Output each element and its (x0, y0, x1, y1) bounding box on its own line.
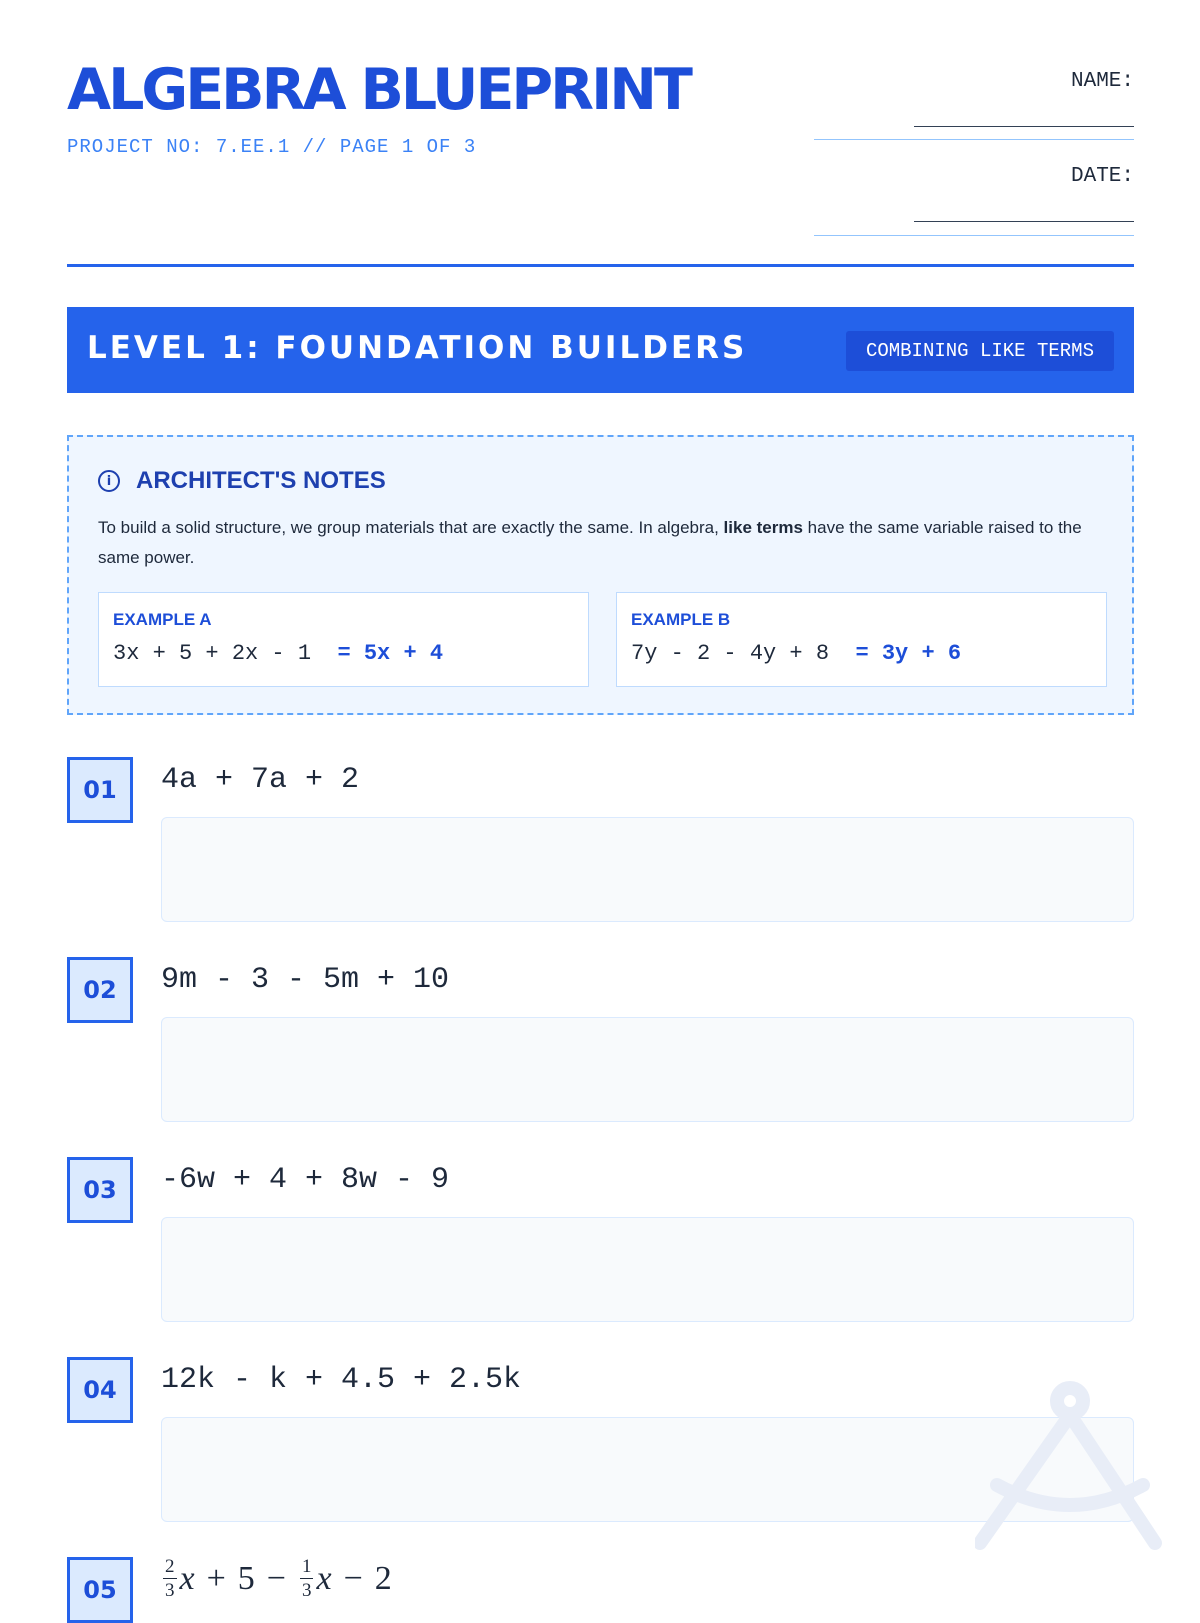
fraction (300, 1557, 314, 1600)
problem-item (67, 1157, 1134, 1347)
name-underline (914, 126, 1134, 127)
variable: x (316, 1559, 332, 1597)
date-label: DATE: (1070, 165, 1134, 188)
problem-number: 02 (67, 957, 133, 1023)
example-answer: = 5x + 4 (337, 641, 444, 666)
example-card-b (616, 592, 1107, 687)
problem-item (67, 957, 1134, 1147)
fraction (163, 1557, 177, 1600)
example-expression-text: 7y - 2 - 4y + 8 (631, 641, 830, 666)
operator: + (206, 1559, 226, 1597)
fraction-numerator: 2 (165, 1556, 175, 1577)
notes-text-start: To build a solid structure, we group materials that are exactly the same. In algebra, (98, 518, 724, 537)
problem-item (67, 1556, 1134, 1604)
example-card-a (98, 592, 589, 687)
topic-badge: COMBINING LIKE TERMS (846, 331, 1114, 371)
worksheet-title: ALGEBRA BLUEPRINT (67, 57, 690, 123)
example-expression (631, 641, 961, 666)
notes-text-end: have the same variable raised to the same power. (98, 518, 1082, 567)
answer-box[interactable] (161, 1217, 1134, 1322)
notes-title: ARCHITECT'S NOTES (136, 467, 386, 494)
fraction-denominator: 3 (165, 1580, 175, 1601)
project-subtitle: PROJECT NO: 7.EE.1 // PAGE 1 OF 3 (67, 136, 477, 158)
notes-text (98, 513, 1098, 573)
example-answer: = 3y + 6 (855, 641, 962, 666)
header-divider (67, 264, 1134, 267)
operator: − (343, 1559, 363, 1597)
answer-box[interactable] (161, 1017, 1134, 1122)
problem-expression: 12k - k + 4.5 + 2.5k (161, 1363, 522, 1397)
problem-number: 03 (67, 1157, 133, 1223)
level-title: LEVEL 1: FOUNDATION BUILDERS (87, 330, 748, 366)
problem-expression: -6w + 4 + 8w - 9 (161, 1163, 450, 1197)
date-underline (914, 221, 1134, 222)
problem-number: 05 (67, 1557, 133, 1623)
architects-notes-panel (67, 435, 1134, 715)
name-label: NAME: (1070, 70, 1134, 93)
level-banner (67, 307, 1134, 393)
compass-icon (975, 1375, 1165, 1560)
example-expression-text: 3x + 5 + 2x - 1 (113, 641, 312, 666)
notes-header (98, 467, 386, 495)
problem-expression: 9m - 3 - 5m + 10 (161, 963, 450, 997)
variable: x (179, 1559, 195, 1597)
problem-item (67, 1357, 1134, 1547)
problem-expression-fraction (161, 1557, 392, 1600)
name-field[interactable] (814, 139, 1134, 140)
constant: 2 (374, 1559, 392, 1597)
notes-text-highlight: like terms (723, 518, 803, 537)
answer-box[interactable] (161, 817, 1134, 922)
fraction-denominator: 3 (301, 1580, 312, 1601)
problem-number: 04 (67, 1357, 133, 1423)
example-label: EXAMPLE B (631, 610, 731, 629)
example-expression (113, 641, 443, 666)
fraction-numerator: 1 (301, 1556, 312, 1577)
problem-expression: 4a + 7a + 2 (161, 763, 360, 797)
problem-number: 01 (67, 757, 133, 823)
info-circle-icon: i (98, 470, 120, 492)
constant: 5 (237, 1559, 255, 1597)
operator: − (266, 1559, 286, 1597)
example-label: EXAMPLE A (113, 610, 212, 629)
problem-item (67, 757, 1134, 947)
date-field[interactable] (814, 235, 1134, 236)
